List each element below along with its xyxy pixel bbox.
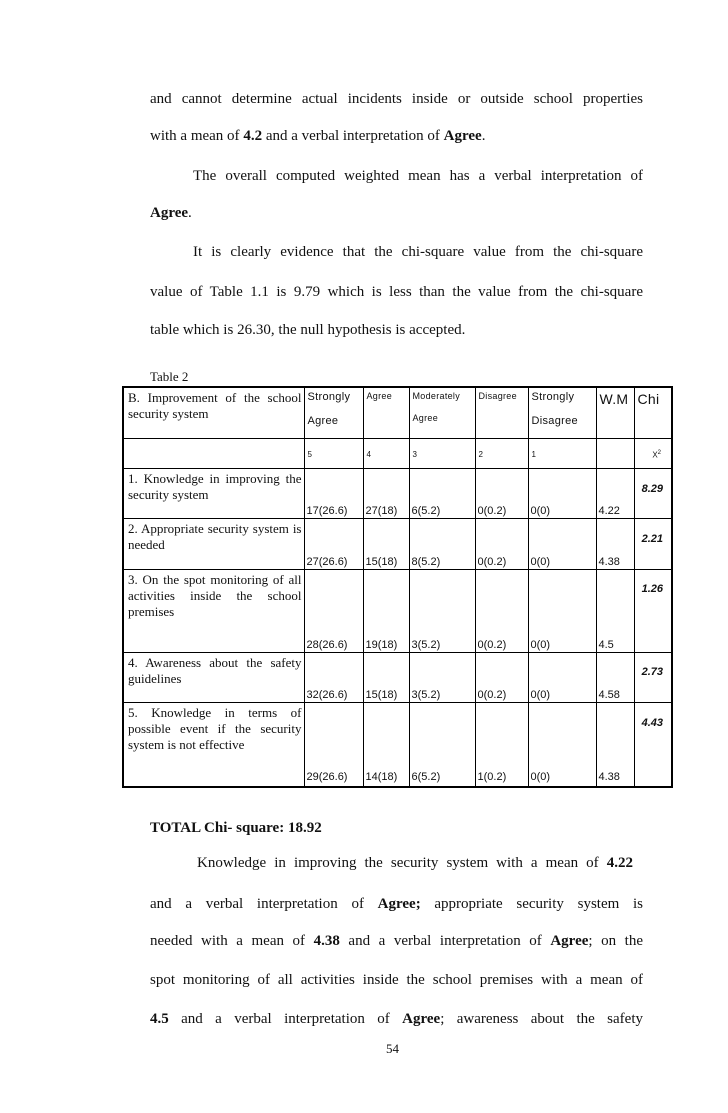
text: Agree [366, 391, 393, 401]
text: 27(18) [365, 504, 398, 517]
cell-moderately-agree [409, 569, 475, 652]
text: 6(5.2) [411, 504, 441, 517]
cell-disagree [475, 569, 528, 652]
paragraph-line: and cannot determine actual incidents inside or outside school properties [150, 91, 643, 107]
paragraph-line: spot monitoring of all activities inside the school premises with a mean of [150, 972, 643, 988]
cell-agree [363, 468, 409, 518]
cell-disagree [475, 652, 528, 702]
text: 28(26.6) [306, 638, 348, 651]
verbal-interpretation: Agree [443, 128, 482, 144]
text: W.M [599, 391, 629, 407]
header-row [123, 387, 672, 438]
survey-table [122, 386, 673, 788]
text: 4.22 [598, 504, 620, 517]
scale-value: 2 [475, 438, 528, 468]
text: 27(26.6) [306, 555, 348, 568]
header-chi [634, 387, 672, 438]
text: 1.26 [641, 582, 663, 595]
text: 4.38 [598, 771, 620, 783]
text: 0(0.2) [477, 638, 507, 651]
text: 0(0.2) [477, 555, 507, 568]
cell-chi [634, 652, 672, 702]
text: 4.43 [641, 716, 663, 729]
empty-cell [123, 438, 304, 468]
text: Strongly [307, 391, 351, 403]
mean-value: 4.5 [150, 1011, 169, 1027]
text: 2 [657, 449, 661, 456]
paragraph-line [150, 934, 643, 949]
mean-value: 4.38 [313, 933, 340, 949]
text: 15(18) [365, 688, 398, 701]
verbal-interpretation: Agree [402, 1011, 441, 1027]
cell-agree [363, 569, 409, 652]
header-wm [596, 387, 634, 438]
text: Chi [637, 391, 660, 407]
paragraph-line [197, 856, 633, 871]
text: Moderately [412, 391, 461, 401]
text: 4.38 [598, 555, 620, 568]
paragraph-line [150, 897, 643, 912]
table-row [123, 652, 672, 702]
cell-strongly-agree [304, 702, 363, 787]
text: 2.73 [641, 665, 663, 678]
scale-value: 3 [409, 438, 475, 468]
scale-value: 1 [528, 438, 596, 468]
text: 1(0.2) [477, 771, 507, 783]
text: and a verbal interpretation of [168, 1011, 403, 1027]
text: Agree [412, 413, 439, 423]
cell-disagree [475, 518, 528, 569]
cell-moderately-agree [409, 518, 475, 569]
text: and a verbal interpretation of [262, 128, 444, 144]
text: 0(0) [530, 504, 551, 517]
cell-agree [363, 518, 409, 569]
cell-wm [596, 518, 634, 569]
paragraph-line: The overall computed weighted mean has a verbal interpretation of [193, 168, 643, 184]
cell-strongly-disagree [528, 468, 596, 518]
verbal-interpretation: Agree [550, 933, 589, 949]
text: 0(0) [530, 771, 551, 783]
text: 3(5.2) [411, 638, 441, 651]
cell-chi [634, 518, 672, 569]
cell-strongly-disagree [528, 702, 596, 787]
mean-value: 4.22 [606, 855, 633, 871]
text: 32(26.6) [306, 688, 348, 701]
table-row [123, 468, 672, 518]
chi-square-symbol [634, 438, 672, 468]
empty-cell [596, 438, 634, 468]
cell-chi [634, 569, 672, 652]
text: Disagree [478, 391, 517, 401]
paragraph-line [150, 1012, 643, 1027]
cell-moderately-agree [409, 702, 475, 787]
mean-value: 4.2 [243, 128, 263, 144]
verbal-interpretation: Agree; [377, 896, 421, 912]
page-number: 54 [386, 1041, 399, 1056]
text: 6(5.2) [411, 771, 441, 783]
text: 19(18) [365, 638, 398, 651]
text: X [652, 450, 658, 460]
text: 3(5.2) [411, 688, 441, 701]
text: Knowledge in improving the security system with a mean of [197, 855, 607, 871]
cell-strongly-agree [304, 468, 363, 518]
paragraph-line: value of Table 1.1 is 9.79 which is less than the value from the chi-square [150, 284, 643, 300]
cell-strongly-agree [304, 518, 363, 569]
cell-wm [596, 652, 634, 702]
verbal-interpretation: Agree [150, 205, 189, 221]
text: 0(0) [530, 638, 551, 651]
scale-value: 5 [304, 438, 363, 468]
cell-strongly-disagree [528, 652, 596, 702]
header-strongly-disagree [528, 387, 596, 438]
text: 0(0.2) [477, 504, 507, 517]
cell-moderately-agree [409, 468, 475, 518]
text: 14(18) [365, 771, 398, 783]
header-label: B. Improvement of the school security system [123, 387, 304, 438]
cell-strongly-disagree [528, 518, 596, 569]
paragraph-line: table which is 26.30, the null hypothesis is accepted. [150, 322, 466, 338]
paragraph-line: It is clearly evidence that the chi-square value from the chi-square [193, 244, 643, 260]
header-strongly-agree [304, 387, 363, 438]
cell-moderately-agree [409, 652, 475, 702]
table-row [123, 569, 672, 652]
text: . [188, 205, 192, 221]
scale-value: 4 [363, 438, 409, 468]
header-agree [363, 387, 409, 438]
text: 4.5 [598, 638, 614, 651]
text: Strongly [531, 391, 575, 403]
total-chi-square: TOTAL Chi- square: 18.92 [150, 820, 322, 836]
text: Agree [307, 415, 339, 427]
cell-strongly-disagree [528, 569, 596, 652]
text: and a verbal interpretation of [339, 933, 551, 949]
scale-row [123, 438, 672, 468]
row-label: 1. Knowledge in improving the security system [123, 468, 304, 518]
text: Disagree [531, 415, 578, 427]
text: appropriate security system is [420, 896, 643, 912]
row-label: 4. Awareness about the safety guidelines [123, 652, 304, 702]
text: 4.58 [598, 688, 620, 701]
cell-strongly-agree [304, 569, 363, 652]
cell-chi [634, 702, 672, 787]
row-label: 3. On the spot monitoring of all activities inside the school premises [123, 569, 304, 652]
paragraph-line [150, 206, 643, 221]
text: 2.21 [641, 532, 663, 545]
text: 8.29 [641, 482, 663, 495]
header-disagree [475, 387, 528, 438]
cell-wm [596, 702, 634, 787]
cell-wm [596, 468, 634, 518]
cell-disagree [475, 468, 528, 518]
text: . [481, 128, 486, 144]
row-label: 5. Knowledge in terms of possible event if the security system is not effective [123, 702, 304, 787]
cell-wm [596, 569, 634, 652]
cell-agree [363, 702, 409, 787]
table-caption: Table 2 [150, 369, 189, 384]
cell-agree [363, 652, 409, 702]
paragraph-line [150, 129, 643, 144]
text: 0(0.2) [477, 688, 507, 701]
cell-strongly-agree [304, 652, 363, 702]
text: needed with a mean of [150, 933, 314, 949]
table-row [123, 702, 672, 787]
cell-chi [634, 468, 672, 518]
text: 0(0) [530, 555, 551, 568]
header-moderately-agree [409, 387, 475, 438]
text: and a verbal interpretation of [150, 896, 378, 912]
text: 8(5.2) [411, 555, 441, 568]
text: ; on the [588, 933, 644, 949]
cell-disagree [475, 702, 528, 787]
text: ; awareness about the safety [440, 1011, 643, 1027]
text: 0(0) [530, 688, 551, 701]
row-label: 2. Appropriate security system is needed [123, 518, 304, 569]
text: with a mean of [150, 128, 244, 144]
text: 15(18) [365, 555, 398, 568]
text: 17(26.6) [306, 504, 348, 517]
table-row [123, 518, 672, 569]
text: 29(26.6) [306, 771, 348, 783]
